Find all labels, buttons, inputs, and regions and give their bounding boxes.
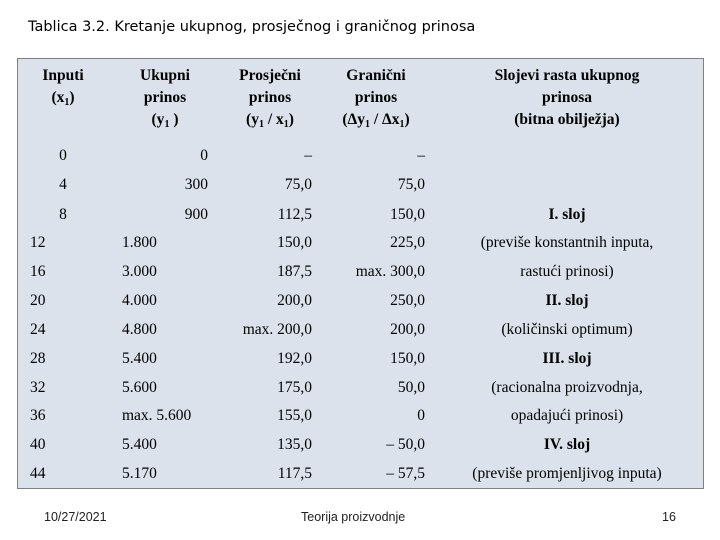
header-marginal-dy: (Δy bbox=[342, 111, 365, 128]
page-number: 16 bbox=[662, 510, 676, 524]
cell-total-yield: 4.800 bbox=[122, 321, 157, 338]
table-row bbox=[18, 401, 703, 430]
yield-table bbox=[17, 58, 704, 489]
header-marginal-line1: Granični bbox=[346, 67, 406, 84]
cell-marginal-yield: 150,0 bbox=[390, 350, 425, 367]
header-total-line3 bbox=[110, 109, 220, 136]
header-average-line1: Prosječni bbox=[239, 67, 301, 84]
header-marginal-close: ) bbox=[404, 111, 410, 128]
table-row bbox=[18, 257, 703, 286]
cell-growth-layer: (previše konstantnih inputa, bbox=[480, 234, 654, 251]
cell-marginal-yield: – 57,5 bbox=[386, 465, 425, 482]
cell-average-yield: 187,5 bbox=[277, 263, 312, 280]
header-average-sub1: 1 bbox=[258, 119, 264, 130]
cell-marginal-yield: – bbox=[417, 147, 425, 164]
cell-growth-layer: (previše promjenljivog inputa) bbox=[472, 465, 662, 482]
header-layers-line3: (bitna obilježja) bbox=[514, 111, 620, 128]
table-row bbox=[18, 170, 703, 199]
cell-total-yield: 5.400 bbox=[122, 436, 157, 453]
header-marginal-line3 bbox=[320, 109, 432, 136]
header-marginal-yield bbox=[320, 65, 432, 136]
header-total-yield bbox=[110, 65, 220, 136]
table-row bbox=[18, 200, 703, 229]
cell-input: 20 bbox=[30, 292, 46, 309]
cell-input: 0 bbox=[59, 147, 67, 164]
header-average-y: (y bbox=[246, 111, 259, 128]
cell-average-yield: 117,5 bbox=[277, 465, 312, 482]
table-row bbox=[18, 286, 703, 315]
header-total-y: (y bbox=[151, 111, 165, 128]
cell-input: 40 bbox=[30, 436, 46, 453]
cell-input: 8 bbox=[59, 206, 67, 223]
header-inputs-close: ) bbox=[69, 89, 75, 106]
cell-total-yield: 3.000 bbox=[122, 263, 157, 280]
footer-title: Teorija proizvodnje bbox=[301, 510, 406, 524]
header-marginal-dx: / Δx bbox=[369, 111, 400, 128]
cell-average-yield: – bbox=[304, 147, 312, 164]
cell-input: 32 bbox=[30, 379, 46, 396]
header-total-sub: 1 bbox=[164, 119, 170, 130]
header-average-x: / x bbox=[263, 111, 284, 128]
header-average-sub2: 1 bbox=[283, 119, 289, 130]
cell-growth-layer: rastući prinosi) bbox=[520, 263, 614, 280]
header-inputs-x: (x bbox=[51, 89, 65, 106]
cell-growth-layer: III. sloj bbox=[542, 350, 592, 367]
cell-average-yield: 192,0 bbox=[277, 350, 312, 367]
cell-average-yield: 112,5 bbox=[277, 206, 312, 223]
cell-average-yield: 150,0 bbox=[277, 234, 312, 251]
cell-total-yield: 5.600 bbox=[122, 379, 157, 396]
cell-input: 36 bbox=[30, 407, 46, 424]
cell-input: 44 bbox=[30, 465, 46, 482]
header-layers-line2: prinosa bbox=[542, 89, 592, 106]
header-inputs-line2 bbox=[18, 87, 108, 114]
header-average-line2: prinos bbox=[248, 89, 292, 106]
table-row bbox=[18, 315, 703, 344]
header-average-close: ) bbox=[288, 111, 294, 128]
cell-marginal-yield: 225,0 bbox=[390, 234, 425, 251]
header-marginal-sub2: 1 bbox=[399, 119, 405, 130]
header-total-line2: prinos bbox=[143, 89, 187, 106]
cell-growth-layer: (količinski optimum) bbox=[501, 321, 633, 338]
header-layers-line1: Slojevi rasta ukupnog bbox=[494, 67, 640, 84]
table-header bbox=[18, 59, 703, 141]
cell-total-yield: 4.000 bbox=[122, 292, 157, 309]
header-average-yield bbox=[221, 65, 319, 136]
header-marginal-sub1: 1 bbox=[364, 119, 370, 130]
cell-growth-layer: IV. sloj bbox=[543, 436, 591, 453]
cell-total-yield: 5.170 bbox=[122, 465, 157, 482]
cell-total-yield: 1.800 bbox=[122, 234, 157, 251]
table-row bbox=[18, 228, 703, 257]
cell-average-yield: max. 200,0 bbox=[242, 321, 312, 338]
slide-title: Tablica 3.2. Kretanje ukupnog, prosječnog i graničnog prinosa bbox=[28, 19, 476, 35]
cell-average-yield: 175,0 bbox=[277, 379, 312, 396]
cell-marginal-yield: 75,0 bbox=[397, 176, 425, 193]
table-row bbox=[18, 141, 703, 170]
cell-average-yield: 75,0 bbox=[284, 176, 312, 193]
cell-marginal-yield: 150,0 bbox=[390, 206, 425, 223]
cell-total-yield: max. 5.600 bbox=[122, 407, 192, 424]
cell-input: 28 bbox=[30, 350, 46, 367]
cell-input: 16 bbox=[30, 263, 46, 280]
cell-average-yield: 200,0 bbox=[277, 292, 312, 309]
cell-growth-layer: II. sloj bbox=[545, 292, 589, 309]
header-average-line3 bbox=[221, 109, 319, 136]
cell-total-yield: 5.400 bbox=[122, 350, 157, 367]
cell-marginal-yield: max. 300,0 bbox=[355, 263, 425, 280]
header-inputs-line1: Inputi bbox=[42, 67, 84, 84]
header-inputs-sub: 1 bbox=[64, 97, 70, 108]
cell-growth-layer: I. sloj bbox=[548, 206, 586, 223]
header-growth-layers bbox=[432, 65, 702, 131]
cell-growth-layer: opadajući prinosi) bbox=[510, 407, 624, 424]
cell-total-yield: 900 bbox=[184, 206, 208, 223]
header-total-close: ) bbox=[169, 111, 179, 128]
cell-input: 4 bbox=[59, 176, 67, 193]
cell-input: 12 bbox=[30, 234, 46, 251]
cell-marginal-yield: 50,0 bbox=[397, 379, 425, 396]
table-row bbox=[18, 430, 703, 459]
cell-marginal-yield: – 50,0 bbox=[386, 436, 425, 453]
footer-date: 10/27/2021 bbox=[44, 510, 107, 524]
header-total-line1: Ukupni bbox=[140, 67, 190, 84]
cell-total-yield: 300 bbox=[184, 176, 208, 193]
cell-marginal-yield: 200,0 bbox=[390, 321, 425, 338]
cell-marginal-yield: 0 bbox=[417, 407, 425, 424]
table-row bbox=[18, 344, 703, 373]
cell-input: 24 bbox=[30, 321, 46, 338]
table-row bbox=[18, 373, 703, 402]
cell-average-yield: 135,0 bbox=[277, 436, 312, 453]
table-row bbox=[18, 459, 703, 488]
cell-marginal-yield: 250,0 bbox=[390, 292, 425, 309]
header-marginal-line2: prinos bbox=[354, 89, 398, 106]
header-inputs bbox=[18, 65, 108, 114]
cell-total-yield: 0 bbox=[200, 147, 208, 164]
cell-growth-layer: (racionalna proizvodnja, bbox=[491, 379, 643, 396]
cell-average-yield: 155,0 bbox=[277, 407, 312, 424]
